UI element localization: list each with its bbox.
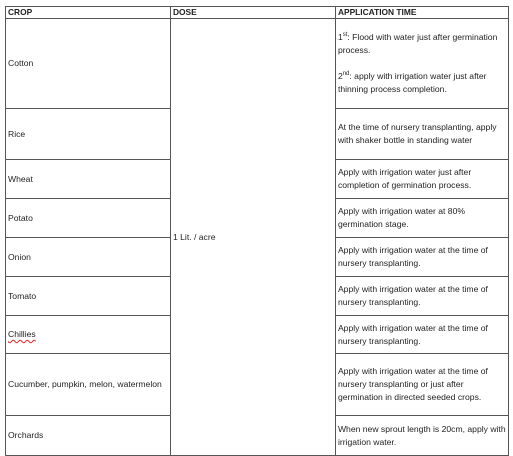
crop-cell <box>6 316 171 354</box>
dose-cell: 1 Lit. / acre <box>170 19 335 456</box>
table-row <box>6 19 509 109</box>
application-line-second: 2nd: apply with irrigation water just after thinning process completion. <box>337 71 487 94</box>
header-row <box>6 7 509 19</box>
header-application-time: APPLICATION TIME <box>335 7 508 19</box>
crop-cell: Wheat <box>6 160 171 199</box>
crop-cell: Rice <box>6 109 171 160</box>
crop-cell: Potato <box>6 199 171 238</box>
header-crop: CROP <box>6 7 171 19</box>
application-cell: Apply with irrigation water at the time of nursery transplanting. <box>335 238 508 277</box>
header-dose: DOSE <box>170 7 335 19</box>
application-cell: Apply with irrigation water at the time of nursery transplanting or just after germination in directed seeded crops. <box>335 354 508 416</box>
application-cell: Apply with irrigation water just after completion of germination process. <box>335 160 508 199</box>
application-cell: Apply with irrigation water at the time of nursery transplanting. <box>335 277 508 316</box>
application-cell: When new sprout length is 20cm, apply with irrigation water. <box>335 416 508 456</box>
crop-cell: Cotton <box>6 19 171 109</box>
application-cell: Apply with irrigation water at the time of nursery transplanting. <box>335 316 508 354</box>
application-line-first: 1st: Flood with water just after germination process. <box>337 32 498 55</box>
spellcheck-word: Chillies <box>8 329 36 339</box>
crop-cell: Orchards <box>6 416 171 456</box>
crop-cell: Tomato <box>6 277 171 316</box>
crop-cell: Onion <box>6 238 171 277</box>
crop-cell: Cucumber, pumpkin, melon, watermelon <box>6 354 171 416</box>
application-cell: At the time of nursery transplanting, apply with shaker bottle in standing water <box>335 109 508 160</box>
application-cell: Apply with irrigation water at 80% germination stage. <box>335 199 508 238</box>
application-cell <box>335 19 508 109</box>
crop-dose-table <box>5 6 509 456</box>
